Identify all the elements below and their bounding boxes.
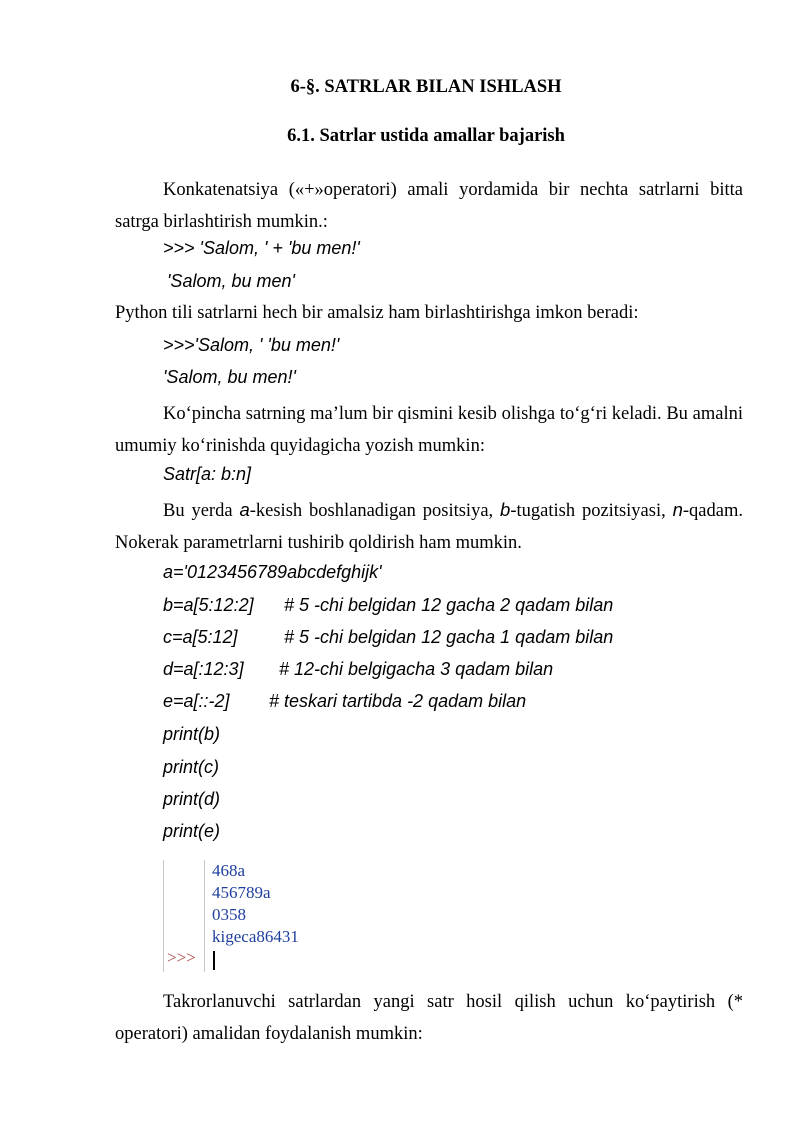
paragraph-slicing-text: Ko‘pincha satrning ma’lum bir qismini kesib olishga to‘g‘ri keladi. Bu amalni umumiy ko‘rinishda quyidagicha yozish mumkin: <box>115 404 743 456</box>
paragraph-concatenation <box>115 174 743 238</box>
params-text-4: -qadam. Nokerak parametrlarni tushirib qoldirish ham mumkin. <box>115 501 743 553</box>
paragraph-concatenation-text: Konkatenatsiya («+»operatori) amali yordamida bir nechta satrlarni bitta satrga birlashtirish mumkin.: <box>115 180 743 232</box>
code-line: c=a[5:12] <box>163 627 238 647</box>
code-line: print(d) <box>163 789 221 809</box>
paragraph-slicing <box>115 398 743 462</box>
slice-syntax: Satr[a: b:n] <box>163 464 252 484</box>
code-example-1: >>> 'Salom, ' + 'bu men!' <box>163 238 360 258</box>
code-line: a='0123456789abcdefghijk' <box>163 562 382 582</box>
python-shell-output <box>163 860 323 975</box>
code-comment: # 5 -chi belgidan 12 gacha 1 qadam bilan <box>284 627 614 647</box>
code-line: b=a[5:12:2] <box>163 595 254 615</box>
code-line: print(c) <box>163 757 220 777</box>
shell-prompt: >>> <box>167 948 196 967</box>
param-n: n <box>672 499 683 520</box>
code-example-1-output: 'Salom, bu men' <box>167 271 295 291</box>
code-example-2: >>>'Salom, ' 'bu men!' <box>163 335 340 355</box>
param-a: a <box>239 499 250 520</box>
chapter-title: 6-§. SATRLAR BILAN ISHLASH <box>290 77 562 97</box>
shell-left-border <box>163 860 164 972</box>
shell-output-line: kigeca86431 <box>212 927 299 946</box>
paragraph-slice-params <box>115 494 743 559</box>
text-cursor[interactable] <box>213 951 215 970</box>
code-line: e=a[::-2] <box>163 691 230 711</box>
paragraph-repetition-text: Takrorlanuvchi satrlardan yangi satr hosil qilish uchun ko‘paytirish (* operatori) amalidan foydalanish mumkin: <box>115 992 743 1044</box>
code-line: print(b) <box>163 724 221 744</box>
shell-gutter-border <box>204 860 205 972</box>
section-title: 6.1. Satrlar ustida amallar bajarish <box>287 126 565 146</box>
params-text-3: -tugatish pozitsiyasi, <box>510 501 673 521</box>
paragraph-repetition <box>115 986 743 1050</box>
params-text-1: Bu yerda <box>163 501 240 521</box>
shell-output-line: 468a <box>212 861 246 880</box>
code-line: print(e) <box>163 821 221 841</box>
param-b: b <box>500 499 511 520</box>
paragraph-implicit-concat: Python tili satrlarni hech bir amalsiz ham birlashtirishga imkon beradi: <box>115 303 639 323</box>
code-comment: # 12-chi belgigacha 3 qadam bilan <box>279 659 554 679</box>
code-comment: # 5 -chi belgidan 12 gacha 2 qadam bilan <box>284 595 614 615</box>
shell-output-line: 456789a <box>212 883 271 902</box>
code-line: d=a[:12:3] <box>163 659 244 679</box>
code-comment: # teskari tartibda -2 qadam bilan <box>269 691 527 711</box>
params-text-2: -kesish boshlanadigan positsiya, <box>249 501 501 521</box>
code-example-2-output: 'Salom, bu men!' <box>163 367 296 387</box>
shell-output-line: 0358 <box>212 905 246 924</box>
